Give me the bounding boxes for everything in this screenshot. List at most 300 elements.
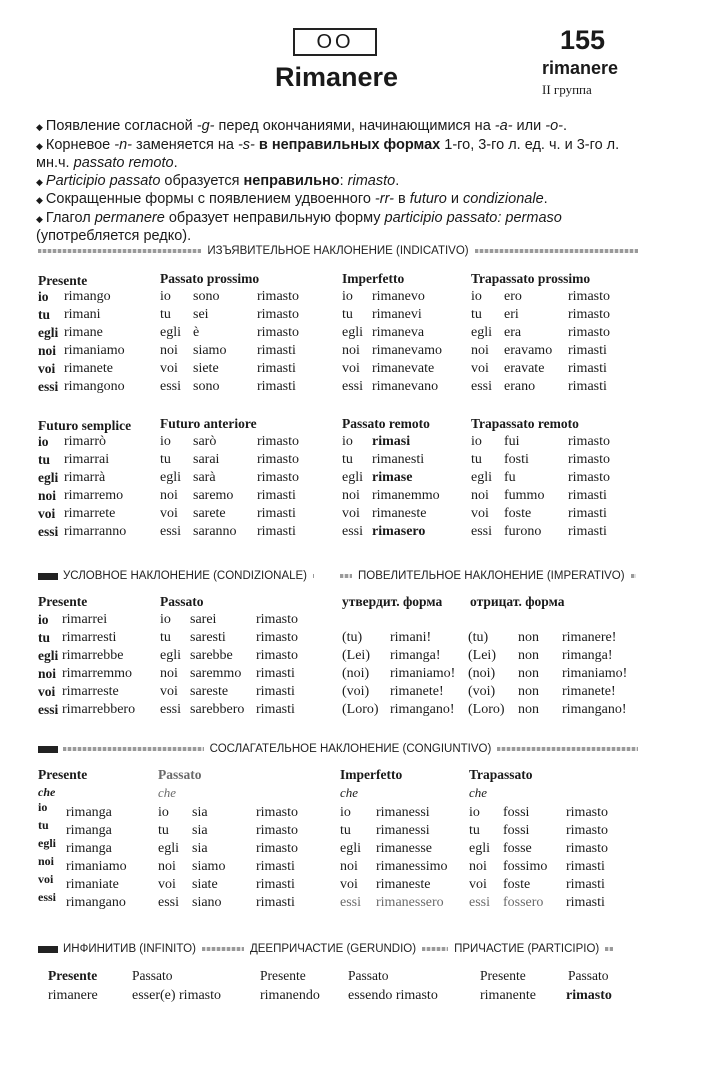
participle-form: rimasto xyxy=(257,470,299,485)
imperative-form: rimanere! xyxy=(562,630,617,645)
pronoun-label: egli xyxy=(38,836,56,850)
imperative-form: rimaniamo! xyxy=(390,666,456,681)
pronoun: egli xyxy=(158,841,179,856)
auxiliary-form: eravamo xyxy=(504,343,553,358)
pronoun: io xyxy=(160,612,171,627)
imperative-form: rimanga! xyxy=(562,648,613,663)
auxiliary-form: sia xyxy=(192,823,208,838)
pronoun-label: io xyxy=(38,289,49,304)
participle-form: rimasti xyxy=(257,379,296,394)
tense-title: Trapassato remoto xyxy=(471,416,579,431)
pronoun: io xyxy=(160,289,171,304)
note-item xyxy=(36,118,646,137)
verb-form: rimanessi xyxy=(376,805,430,820)
pronoun-label: egli xyxy=(38,648,59,663)
note-text: permanere xyxy=(94,209,165,226)
verb-form: rimanessero xyxy=(376,895,444,910)
participle-form: rimasti xyxy=(257,343,296,358)
pronoun-label: voi xyxy=(38,684,56,699)
nonfinite-header: Passato xyxy=(132,968,173,983)
section-title-indicativo: ИЗЪЯВИТЕЛЬНОЕ НАКЛОНЕНИЕ (INDICATIVO) xyxy=(207,245,469,257)
note-text: passato xyxy=(109,172,161,189)
imperative-pronoun: (noi) xyxy=(468,666,496,681)
participle-form: rimasto xyxy=(256,648,298,663)
nonfinite-form: esser(e) rimasto xyxy=(132,988,222,1003)
participle-form: rimasto xyxy=(566,805,608,820)
che-label: che xyxy=(38,785,56,799)
imperative-form: rimangano! xyxy=(562,702,627,717)
participle-form: rimasti xyxy=(566,877,605,892)
pronoun-label: voi xyxy=(38,872,54,886)
participle-form: rimasto xyxy=(257,325,299,340)
imperative-pronoun: (voi) xyxy=(468,684,496,699)
auxiliary-form: eri xyxy=(504,307,519,322)
participle-form: rimasto xyxy=(257,307,299,322)
pronoun: essi xyxy=(471,379,492,394)
auxiliary-form: foste xyxy=(503,877,531,892)
imperative-neg-title: отрицат. форма xyxy=(470,594,565,609)
box-label: OO xyxy=(316,31,354,53)
section-title-infinito: ИНФИНИТИВ (INFINITO) xyxy=(63,943,196,955)
participle-form: rimasto xyxy=(568,307,610,322)
pronoun: egli xyxy=(340,841,361,856)
auxiliary-form: saresti xyxy=(190,630,226,645)
pronoun-label: egli xyxy=(38,325,59,340)
verb-form: rimangono xyxy=(64,379,125,394)
pronoun-label: tu xyxy=(38,630,51,645)
pronoun: noi xyxy=(160,343,178,358)
pronoun: essi xyxy=(471,524,492,539)
verb-form: rimase xyxy=(372,470,413,485)
pronoun-label: noi xyxy=(38,666,57,681)
verb-form: rimanete xyxy=(64,361,113,376)
tense-title: Presente xyxy=(38,594,88,609)
pronoun: io xyxy=(342,289,353,304)
note-item xyxy=(36,191,646,210)
auxiliary-form: fosti xyxy=(504,452,529,467)
negation-word: non xyxy=(518,702,539,717)
participle-form: rimasto xyxy=(566,823,608,838)
section-bar-indicativo xyxy=(38,243,638,259)
pronoun: noi xyxy=(158,859,176,874)
pronoun: egli xyxy=(469,841,490,856)
section-title-condizionale: УСЛОВНОЕ НАКЛОНЕНИЕ (CONDIZIONALE) xyxy=(63,570,308,582)
che-label: che xyxy=(469,785,488,800)
auxiliary-form: fossi xyxy=(503,823,530,838)
participle-form: rimasto xyxy=(568,325,610,340)
participle-form: rimasti xyxy=(566,895,605,910)
pronoun: tu xyxy=(160,452,171,467)
note-text: (употребляется редко). xyxy=(36,228,192,244)
imperative-pronoun: (voi) xyxy=(342,684,370,699)
pronoun: voi xyxy=(160,684,178,699)
auxiliary-form: foste xyxy=(504,506,532,521)
tense-title: Presente xyxy=(38,767,88,782)
participle-form: rimasto xyxy=(568,452,610,467)
verb-form: rimarrei xyxy=(62,612,108,627)
pronoun: io xyxy=(342,434,353,449)
participle-form: rimasti xyxy=(256,666,295,681)
imperative-form: rimani! xyxy=(390,630,432,645)
note-text: passato remoto xyxy=(73,155,174,171)
section-title-participio: ПРИЧАСТИЕ (PARTICIPIO) xyxy=(454,943,600,955)
participle-form: rimasti xyxy=(257,524,296,539)
verb-form: rimarrete xyxy=(64,506,116,521)
tense-title: Futuro anteriore xyxy=(160,416,257,431)
bar-marker xyxy=(38,946,58,953)
verb-form: rimanessimo xyxy=(376,859,448,874)
pronoun: tu xyxy=(342,452,353,467)
verb-form: rimarresti xyxy=(62,630,117,645)
participle-form: rimasto xyxy=(568,470,610,485)
note-item xyxy=(36,173,646,192)
nonfinite-header: Passato xyxy=(568,968,609,983)
pronoun-label: essi xyxy=(38,524,59,539)
pronoun: voi xyxy=(471,361,489,376)
auxiliary-form: sarete xyxy=(193,506,226,521)
tense-title: Passato xyxy=(158,767,202,782)
pronoun: noi xyxy=(342,343,360,358)
verb-form: rimanessi xyxy=(376,823,430,838)
pronoun: essi xyxy=(160,702,181,717)
verb-form: rimanevi xyxy=(372,307,422,322)
nonfinite-header: Presente xyxy=(48,968,98,983)
verb-form: rimarreste xyxy=(62,684,119,699)
pronoun: io xyxy=(471,289,482,304)
section-bar-imperativo xyxy=(340,568,636,584)
tense-title: Futuro semplice xyxy=(38,418,132,433)
pronoun-label: essi xyxy=(38,702,59,717)
tense-title: Presente xyxy=(38,273,88,288)
pronoun: voi xyxy=(342,361,360,376)
tense-title: Passato prossimo xyxy=(160,271,260,286)
pronoun: tu xyxy=(471,307,482,322)
participle-form: rimasto xyxy=(566,841,608,856)
note-text: в неправильных формах xyxy=(258,136,441,153)
pronoun: voi xyxy=(471,506,489,521)
verb-form: rimaneva xyxy=(372,325,425,340)
section-bar-condizionale xyxy=(38,568,314,584)
pronoun: tu xyxy=(342,307,353,322)
tense-title: Trapassato prossimo xyxy=(471,271,591,286)
note-text: образует неправильную форму xyxy=(164,209,385,226)
pronoun: io xyxy=(471,434,482,449)
participle-form: rimasti xyxy=(568,506,607,521)
note-text: или xyxy=(512,118,546,134)
note-text: participio passato: permaso xyxy=(384,209,562,226)
imperative-pronoun: (Loro) xyxy=(342,702,379,717)
pronoun: voi xyxy=(342,506,360,521)
auxiliary-form: siamo xyxy=(192,859,226,874)
negation-word: non xyxy=(518,684,539,699)
tense-title: Imperfetto xyxy=(342,271,405,286)
auxiliary-form: sarebbe xyxy=(190,648,233,663)
note-text: перед окончаниями, начинающимися на xyxy=(214,118,495,134)
verb-form: rimanemmo xyxy=(372,488,440,503)
participle-form: rimasto xyxy=(568,434,610,449)
verb-form: rimango xyxy=(64,289,111,304)
verb-form: rimarrà xyxy=(64,470,106,485)
auxiliary-form: furono xyxy=(504,524,542,539)
note-text: Сокращенные формы с появлением удвоенного xyxy=(45,191,375,207)
nonfinite-header: Presente xyxy=(480,968,526,983)
pronoun: io xyxy=(160,434,171,449)
participle-form: rimasto xyxy=(256,630,298,645)
pronoun: voi xyxy=(340,877,358,892)
auxiliary-form: sono xyxy=(193,289,220,304)
verb-form: rimanevano xyxy=(372,379,439,394)
auxiliary-form: erano xyxy=(504,379,536,394)
pronoun: egli xyxy=(471,470,492,485)
imperative-form: rimanga! xyxy=(390,648,441,663)
imperative-pronoun: (tu) xyxy=(468,630,489,645)
bullet-icon: ◆ xyxy=(36,213,43,224)
verb-form: rimangano xyxy=(66,895,126,910)
bullet-icon: ◆ xyxy=(36,122,43,132)
note-text: . xyxy=(395,172,400,189)
pronoun-label: essi xyxy=(38,890,56,904)
nonfinite-header: Presente xyxy=(260,968,306,983)
negation-word: non xyxy=(518,666,539,681)
pronoun: noi xyxy=(160,488,178,503)
imperative-form: rimanete! xyxy=(390,684,444,699)
auxiliary-form: sia xyxy=(192,805,208,820)
verb-form: rimarremmo xyxy=(62,666,132,681)
participle-form: rimasto xyxy=(256,805,298,820)
participle-form: rimasti xyxy=(256,877,295,892)
pronoun: noi xyxy=(469,859,487,874)
note-text: Корневое xyxy=(45,136,115,153)
participle-form: rimasti xyxy=(256,702,295,717)
auxiliary-form: fossi xyxy=(503,805,530,820)
pronoun-label: noi xyxy=(38,488,57,503)
note-text: 1-го, 3-го л. ед. ч. и 3-го л. мн.ч. xyxy=(36,136,620,171)
bullet-icon: ◆ xyxy=(36,140,43,151)
verb-form: rimanga xyxy=(66,841,112,856)
nonfinite-form: rimanere xyxy=(48,988,98,1003)
che-label: che xyxy=(340,785,359,800)
participle-form: rimasti xyxy=(256,859,295,874)
pronoun: noi xyxy=(471,488,489,503)
auxiliary-form: ero xyxy=(504,289,522,304)
auxiliary-form: fummo xyxy=(504,488,545,503)
auxiliary-form: fu xyxy=(504,470,516,485)
note-text: : xyxy=(339,172,348,189)
note-text: futuro xyxy=(409,191,447,207)
verb-form: rimarrebbe xyxy=(62,648,124,663)
note-text: . xyxy=(543,191,548,207)
pronoun: tu xyxy=(160,307,171,322)
negation-word: non xyxy=(518,630,539,645)
nonfinite-form: rimasto xyxy=(566,988,612,1003)
bullet-icon: ◆ xyxy=(36,195,43,205)
participle-form: rimasto xyxy=(568,289,610,304)
tense-title: Passato remoto xyxy=(342,416,430,431)
participle-form: rimasti xyxy=(257,506,296,521)
verb-form: rimani xyxy=(64,307,101,322)
note-text: в xyxy=(393,191,410,207)
pronoun: essi xyxy=(342,379,363,394)
note-text: -n- xyxy=(114,136,133,153)
pronoun-label: tu xyxy=(38,452,51,467)
pronoun: egli xyxy=(160,325,181,340)
negation-word: non xyxy=(518,648,539,663)
pronoun-label: tu xyxy=(38,307,51,322)
verb-form: rimanesti xyxy=(372,452,425,467)
auxiliary-form: sarà xyxy=(193,470,216,485)
pronoun-label: egli xyxy=(38,470,59,485)
bar-decoration xyxy=(38,249,201,253)
pronoun: egli xyxy=(342,325,363,340)
note-text: заменяется на xyxy=(132,136,238,153)
verb-form: rimarrò xyxy=(64,434,106,449)
participle-form: rimasti xyxy=(257,488,296,503)
note-text: -g- xyxy=(196,118,215,134)
auxiliary-form: eravate xyxy=(504,361,545,376)
imperative-pronoun: (noi) xyxy=(342,666,370,681)
che-label: che xyxy=(158,785,177,800)
participle-form: rimasti xyxy=(256,895,295,910)
auxiliary-form: saranno xyxy=(193,524,237,539)
pronoun: egli xyxy=(160,648,181,663)
participle-form: rimasto xyxy=(257,434,299,449)
verb-title: Rimanere xyxy=(275,62,399,92)
imperative-pronoun: (tu) xyxy=(342,630,363,645)
bar-decoration xyxy=(422,947,448,951)
auxiliary-form: fosse xyxy=(503,841,532,856)
verb-form: rimaneste xyxy=(372,506,427,521)
note-text: -s- xyxy=(237,136,255,153)
section-bar-nonfinite xyxy=(38,941,638,957)
pronoun-label: io xyxy=(38,800,48,814)
pronoun: essi xyxy=(342,524,363,539)
verb-form: rimanevate xyxy=(372,361,435,376)
bar-decoration xyxy=(497,747,638,751)
pronoun: essi xyxy=(158,895,179,910)
participle-form: rimasti xyxy=(566,859,605,874)
participle-form: rimasto xyxy=(256,823,298,838)
notes-list xyxy=(36,118,646,246)
imperative-form: rimaniamo! xyxy=(562,666,628,681)
bar-decoration xyxy=(63,747,204,751)
pronoun: essi xyxy=(340,895,361,910)
pronoun: essi xyxy=(160,379,181,394)
verb-form: rimanga xyxy=(66,805,112,820)
auxiliary-form: saremo xyxy=(193,488,234,503)
imperative-form: rimangano! xyxy=(390,702,455,717)
pronoun: tu xyxy=(471,452,482,467)
pronoun-label: io xyxy=(38,434,49,449)
verb-form: rimaniamo xyxy=(64,343,125,358)
note-text: -a- xyxy=(494,118,513,134)
pronoun: tu xyxy=(160,630,171,645)
pronoun: egli xyxy=(342,470,363,485)
participle-form: rimasti xyxy=(568,488,607,503)
pronoun: voi xyxy=(469,877,487,892)
auxiliary-form: siamo xyxy=(193,343,227,358)
pronoun: noi xyxy=(342,488,360,503)
bar-marker xyxy=(38,746,58,753)
note-item xyxy=(36,210,646,246)
note-text: . xyxy=(562,118,568,134)
pronoun: noi xyxy=(160,666,178,681)
participle-form: rimasti xyxy=(256,684,295,699)
pronoun: essi xyxy=(160,524,181,539)
note-text: неправильно xyxy=(243,172,340,189)
nonfinite-form: rimanente xyxy=(480,988,536,1003)
auxiliary-form: sono xyxy=(193,379,220,394)
auxiliary-form: siano xyxy=(192,895,222,910)
pronoun: io xyxy=(469,805,480,820)
participle-form: rimasti xyxy=(568,379,607,394)
imperative-pronoun: (Lei) xyxy=(468,648,496,663)
verb-form: rimarrai xyxy=(64,452,110,467)
section-title-congiuntivo: СОСЛАГАТЕЛЬНОЕ НАКЛОНЕНИЕ (CONGIUNTIVO) xyxy=(209,743,492,755)
note-item xyxy=(36,137,646,173)
participle-form: rimasti xyxy=(568,343,607,358)
participle-form: rimasto xyxy=(257,452,299,467)
note-text: Participio xyxy=(45,172,106,189)
auxiliary-form: saremmo xyxy=(190,666,242,681)
pronoun: egli xyxy=(160,470,181,485)
pronoun: noi xyxy=(340,859,358,874)
nonfinite-form: rimanendo xyxy=(260,988,320,1003)
verb-form: rimanevamo xyxy=(372,343,442,358)
verb-form: rimanevo xyxy=(372,289,425,304)
auxiliary-form: sarò xyxy=(193,434,217,449)
verb-form: rimasero xyxy=(372,524,426,539)
auxiliary-form: fossimo xyxy=(503,859,548,874)
participle-form: rimasto xyxy=(257,289,299,304)
bar-decoration xyxy=(340,574,352,578)
verb-form: rimasi xyxy=(372,434,411,449)
verb-form: rimaniamo xyxy=(66,859,127,874)
imperative-form: rimanete! xyxy=(562,684,616,699)
bar-decoration xyxy=(313,574,314,578)
imperative-affirm-title: утвердит. форма xyxy=(342,594,443,609)
auxiliary-form: è xyxy=(193,325,200,340)
pronoun: voi xyxy=(160,506,178,521)
verb-form: rimarranno xyxy=(64,524,127,539)
auxiliary-form: sia xyxy=(192,841,208,856)
pronoun: tu xyxy=(340,823,351,838)
participle-form: rimasto xyxy=(256,612,298,627)
verb-form: rimane xyxy=(64,325,103,340)
verb-form: rimanga xyxy=(66,823,112,838)
imperative-pronoun: (Lei) xyxy=(342,648,370,663)
note-text: rimasto xyxy=(347,172,396,189)
nonfinite-header: Passato xyxy=(348,968,389,983)
auxiliary-form: sarebbero xyxy=(190,702,245,717)
nonfinite-form: essendo rimasto xyxy=(348,988,438,1003)
pronoun: tu xyxy=(469,823,480,838)
pronoun-label: io xyxy=(38,612,49,627)
bar-marker xyxy=(38,573,58,580)
verb-pattern-box xyxy=(293,28,377,56)
auxiliary-form: sarei xyxy=(190,612,217,627)
tense-title: Passato xyxy=(160,594,204,609)
participle-form: rimasti xyxy=(568,361,607,376)
note-text: Появление согласной xyxy=(45,118,197,134)
pronoun-label: noi xyxy=(38,854,55,868)
auxiliary-form: siete xyxy=(193,361,219,376)
bar-decoration xyxy=(202,947,244,951)
section-title-gerundio: ДЕЕПРИЧАСТИЕ (GERUNDIO) xyxy=(249,943,417,955)
bar-decoration xyxy=(631,574,636,578)
pronoun: egli xyxy=(471,325,492,340)
pronoun-label: voi xyxy=(38,361,56,376)
note-text: . xyxy=(173,155,178,171)
